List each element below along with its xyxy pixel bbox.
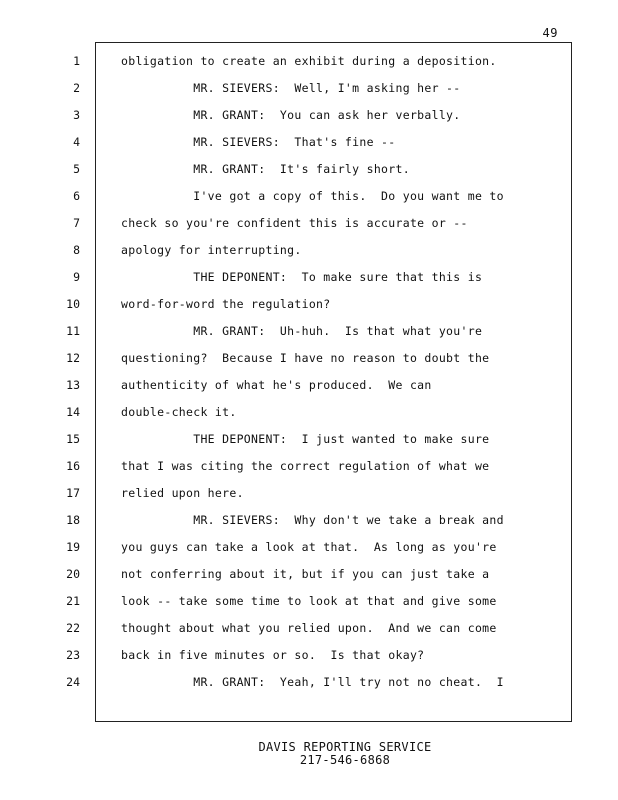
line-number: 4: [73, 135, 80, 149]
line-number: 11: [66, 324, 80, 338]
line-number: 12: [66, 351, 80, 365]
transcript-line: I've got a copy of this. Do you want me to: [121, 189, 504, 203]
line-number: 22: [66, 621, 80, 635]
transcript-line: MR. SIEVERS: Why don't we take a break and: [121, 513, 504, 527]
line-number: 19: [66, 540, 80, 554]
line-number: 16: [66, 459, 80, 473]
transcript-line: look -- take some time to look at that and give some: [121, 594, 497, 608]
footer: [0, 741, 618, 767]
line-number: 23: [66, 648, 80, 662]
transcript-line: THE DEPONENT: To make sure that this is: [121, 270, 483, 284]
transcript-line: not conferring about it, but if you can just take a: [121, 567, 490, 581]
transcript-line: check so you're confident this is accurate or --: [121, 216, 468, 230]
line-number: 17: [66, 486, 80, 500]
transcript-line: questioning? Because I have no reason to doubt the: [121, 351, 490, 365]
reporting-service-phone: 217-546-6868: [299, 753, 391, 767]
line-number: 1: [73, 54, 80, 68]
line-number: 14: [66, 405, 80, 419]
line-number: 10: [66, 297, 80, 311]
line-number: 18: [66, 513, 80, 527]
line-number: 6: [73, 189, 80, 203]
page-number: 49: [542, 26, 558, 40]
transcript-line: MR. GRANT: Uh-huh. Is that what you're: [121, 324, 483, 338]
transcript-line: THE DEPONENT: I just wanted to make sure: [121, 432, 490, 446]
transcript-line: MR. GRANT: You can ask her verbally.: [121, 108, 461, 122]
transcript-line: MR. GRANT: It's fairly short.: [121, 162, 410, 176]
transcript-line: thought about what you relied upon. And we can come: [121, 621, 497, 635]
transcript-line: MR. GRANT: Yeah, I'll try not no cheat. I: [121, 675, 504, 689]
transcript-text: [121, 48, 561, 696]
line-number: 7: [73, 216, 80, 230]
transcript-line: you guys can take a look at that. As long as you're: [121, 540, 497, 554]
transcript-line: MR. SIEVERS: Well, I'm asking her --: [121, 81, 461, 95]
line-number-column: [40, 48, 80, 696]
transcript-line: obligation to create an exhibit during a deposition.: [121, 54, 497, 68]
line-number: 13: [66, 378, 80, 392]
transcript-line: that I was citing the correct regulation of what we: [121, 459, 490, 473]
line-number: 15: [66, 432, 80, 446]
line-number: 21: [66, 594, 80, 608]
line-number: 9: [73, 270, 80, 284]
transcript-line: double-check it.: [121, 405, 237, 419]
line-number: 2: [73, 81, 80, 95]
line-number: 5: [73, 162, 80, 176]
transcript-line: apology for interrupting.: [121, 243, 302, 257]
transcript-line: MR. SIEVERS: That's fine --: [121, 135, 396, 149]
line-number: 3: [73, 108, 80, 122]
line-number: 8: [73, 243, 80, 257]
transcript-line: authenticity of what he's produced. We can: [121, 378, 432, 392]
line-number: 20: [66, 567, 80, 581]
transcript-line: back in five minutes or so. Is that okay?: [121, 648, 425, 662]
reporting-service-name: DAVIS REPORTING SERVICE: [258, 740, 432, 754]
line-number: 24: [66, 675, 80, 689]
transcript-line: word-for-word the regulation?: [121, 297, 331, 311]
transcript-line: relied upon here.: [121, 486, 244, 500]
